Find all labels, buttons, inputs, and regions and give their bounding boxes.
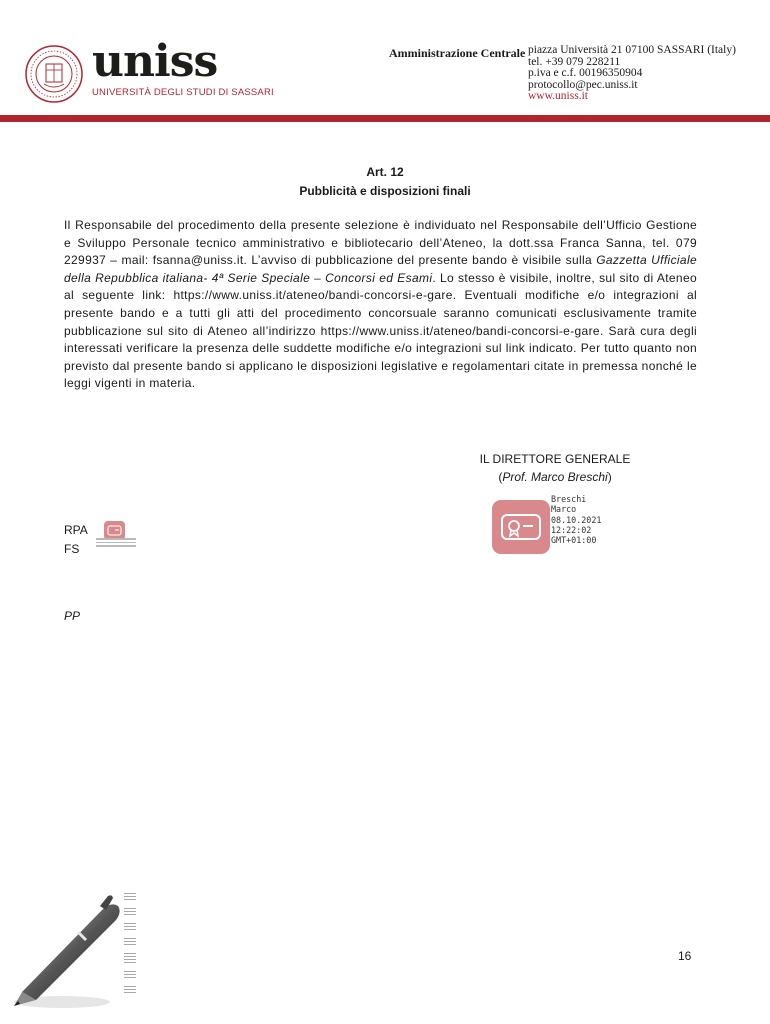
article-title: Pubblicità e disposizioni finali (299, 184, 471, 198)
signatory-name: Prof. Marco Breschi (502, 470, 608, 484)
signatory-block (465, 450, 645, 486)
digital-signature-badge (492, 500, 550, 554)
header-divider (0, 115, 770, 122)
digital-signature-details (551, 494, 601, 545)
signature-time: 12:22:02 (551, 524, 592, 535)
logo-wordmark: uniss (92, 36, 218, 87)
paren-close: ) (607, 470, 612, 484)
website-line: www.uniss.it (528, 90, 588, 103)
body-text-part1: Il Responsabile del procedimento della presente selezione è individuato nel Responsabile dell’Ufficio Gestione e Sviluppo Personale tecnico amministrativo e bibliotecario dell’Ateneo, la dott.ssa Franca Sanna, tel. 079 229937 – mail: fsanna@uniss.it. L’avviso di pubblicazione del presente bando è visibile sulla (64, 218, 697, 268)
pen-signature-text (124, 893, 136, 995)
address-line: piazza Università 21 07100 SASSARI (Italy) (528, 44, 736, 56)
vat-line: p.iva e c.f. 00196350904 (528, 67, 643, 80)
pec-line: protocollo@pec.uniss.it (528, 78, 638, 91)
university-seal-icon (24, 44, 84, 104)
small-signature-text (96, 538, 136, 549)
phone-line: tel. +39 079 228211 (528, 55, 621, 68)
article-body (64, 217, 697, 393)
pp-label: PP (64, 609, 81, 623)
certificate-icon (492, 500, 550, 554)
logo-subtitle: UNIVERSITÀ DEGLI STUDI DI SASSARI (92, 87, 274, 98)
signatory-role: IL DIRETTORE GENERALE (479, 452, 631, 466)
initials-rpa: RPA (64, 523, 88, 537)
signer-firstname: Marco (551, 504, 577, 515)
signature-date: 08.10.2021 (551, 514, 602, 525)
signatory-name-line (465, 468, 645, 486)
page-number: 16 (678, 949, 692, 963)
pen-icon (8, 888, 124, 1012)
letterhead (0, 0, 770, 122)
initials-fs: FS (64, 542, 80, 556)
initials-block (64, 521, 88, 559)
article-heading (0, 163, 770, 201)
admin-title: Amministrazione Centrale (389, 46, 526, 60)
article-number: Art. 12 (366, 165, 404, 179)
signer-surname: Breschi (551, 494, 587, 504)
gazzetta-reference: Gazzetta Ufficiale della Repubblica italiana- 4ª Serie Speciale – Concorsi ed Esami (64, 253, 697, 285)
signature-timezone: GMT+01:00 (551, 535, 597, 546)
paren-open: ( (498, 470, 503, 484)
address-block (528, 45, 736, 103)
body-text-part2: . Lo stesso è visibile, inoltre, sul sito di Ateneo al seguente link: https://www.uniss.it/ateneo/bandi-concorsi-e-gare. Eventuali modifiche e/o integrazioni al presente bando e a tutti gli atti del procedimento concorsuale saranno comunicati esclusivamente tramite pubblicazione sul sito di Ateneo all’indirizzo https://www.uniss.it/ateneo/bandi-concorsi-e-gare. Sarà cura degli interessati verificare la presenza delle suddette modifiche e/o integrazioni sul link indicato. Per tutto quanto non previsto dal presente bando si applicano le disposizioni legislative e regolamentari citate in premessa nonché le leggi vigenti in materia. (64, 270, 697, 391)
